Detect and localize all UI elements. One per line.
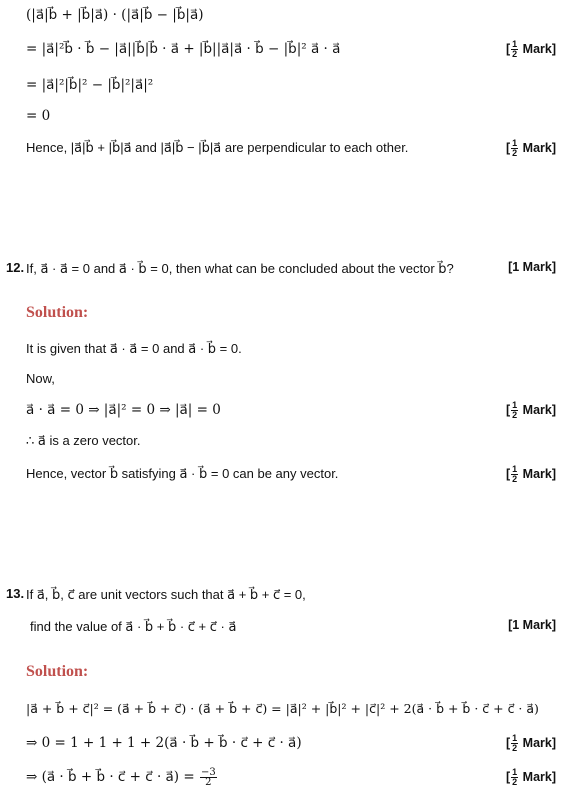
q13-solution-line-1: |a⃗ + b⃗ + c⃗|² = (a⃗ + b⃗ + c⃗) · (a⃗ + b⃗ + c⃗) = |a⃗|² + |b⃗|² + |c⃗|² + 2(a⃗ · b⃗ + b⃗ · c⃗ + c⃗ · a⃗) — [26, 701, 539, 716]
half-mark: [ $\frac{1}{2}$ Mark] — [505, 39, 556, 59]
half-fraction: $\frac{1}{2}$ — [512, 39, 518, 59]
q12-solution-line-3: a⃗ · a⃗ = 0 ⇒ |a⃗|² = 0 ⇒ |a⃗| = 0 — [26, 402, 221, 418]
prev-conclusion: Hence, |a⃗|b⃗ + |b⃗|a⃗ and |a⃗|b⃗ − |b⃗|a⃗ are perpendicular to each other. — [26, 140, 409, 155]
solution-label: Solution: — [26, 663, 89, 680]
question-12-marks: [1 Mark] — [508, 260, 556, 274]
question-13-text: If a⃗, b⃗, c⃗ are unit vectors such that a⃗ + b⃗ + c⃗ = 0, — [26, 587, 306, 602]
q12-solution-line-1: It is given that a⃗ · a⃗ = 0 and a⃗ · b⃗ = 0. — [26, 341, 242, 356]
question-13-text-2: find the value of a⃗ · b⃗ + b⃗ · c⃗ + c⃗ · a⃗ — [30, 619, 237, 634]
q13-solution-line-3: ⇒ (a⃗ · b⃗ + b⃗ · c⃗ + c⃗ · a⃗) = $\frac{-3}{2}$ — [26, 767, 216, 788]
q12-solution-line-4: ∴ a⃗ is a zero vector. — [26, 433, 141, 448]
half-fraction: $\frac{1}{2}$ — [512, 733, 518, 753]
half-mark: [ $\frac{1}{2}$ Mark] — [505, 400, 556, 420]
question-12-number: 12. — [6, 260, 25, 275]
half-fraction: $\frac{1}{2}$ — [512, 767, 518, 787]
solution-label: Solution: — [26, 304, 89, 321]
prev-line-4: = 0 — [26, 108, 51, 124]
half-mark: [ $\frac{1}{2}$ Mark] — [505, 733, 556, 753]
prev-line-1: (|a⃗|b⃗ + |b⃗|a⃗) · (|a⃗|b⃗ − |b⃗|a⃗) — [26, 7, 204, 23]
half-fraction: $\frac{1}{2}$ — [512, 464, 518, 484]
half-mark: [ $\frac{1}{2}$ Mark] — [505, 767, 556, 787]
question-13-marks: [1 Mark] — [508, 618, 556, 632]
q12-solution-line-2: Now, — [26, 371, 55, 386]
prev-line-3: = |a⃗|²|b⃗|² − |b⃗|²|a⃗|² — [26, 77, 154, 93]
half-fraction: $\frac{1}{2}$ — [512, 400, 518, 420]
prev-line-2: = |a⃗|²b⃗ · b⃗ − |a⃗||b⃗|b⃗ · a⃗ + |b⃗||a⃗|a⃗ · b⃗ − |b⃗|² a⃗ · a⃗ — [26, 41, 341, 57]
result-fraction: $\frac{-3}{2}$ — [200, 767, 216, 788]
half-mark: [ $\frac{1}{2}$ Mark] — [505, 464, 556, 484]
half-fraction: $\frac{1}{2}$ — [512, 138, 518, 158]
question-13-number: 13. — [6, 586, 25, 601]
q12-solution-line-5: Hence, vector b⃗ satisfying a⃗ · b⃗ = 0 can be any vector. — [26, 466, 339, 481]
q13-solution-line-2: ⇒ 0 = 1 + 1 + 1 + 2(a⃗ · b⃗ + b⃗ · c⃗ + c⃗ · a⃗) — [26, 735, 302, 751]
question-12-text: If, a⃗ · a⃗ = 0 and a⃗ · b⃗ = 0, then what can be concluded about the vector b⃗? — [26, 261, 454, 276]
half-mark: [ $\frac{1}{2}$ Mark] — [505, 138, 556, 158]
